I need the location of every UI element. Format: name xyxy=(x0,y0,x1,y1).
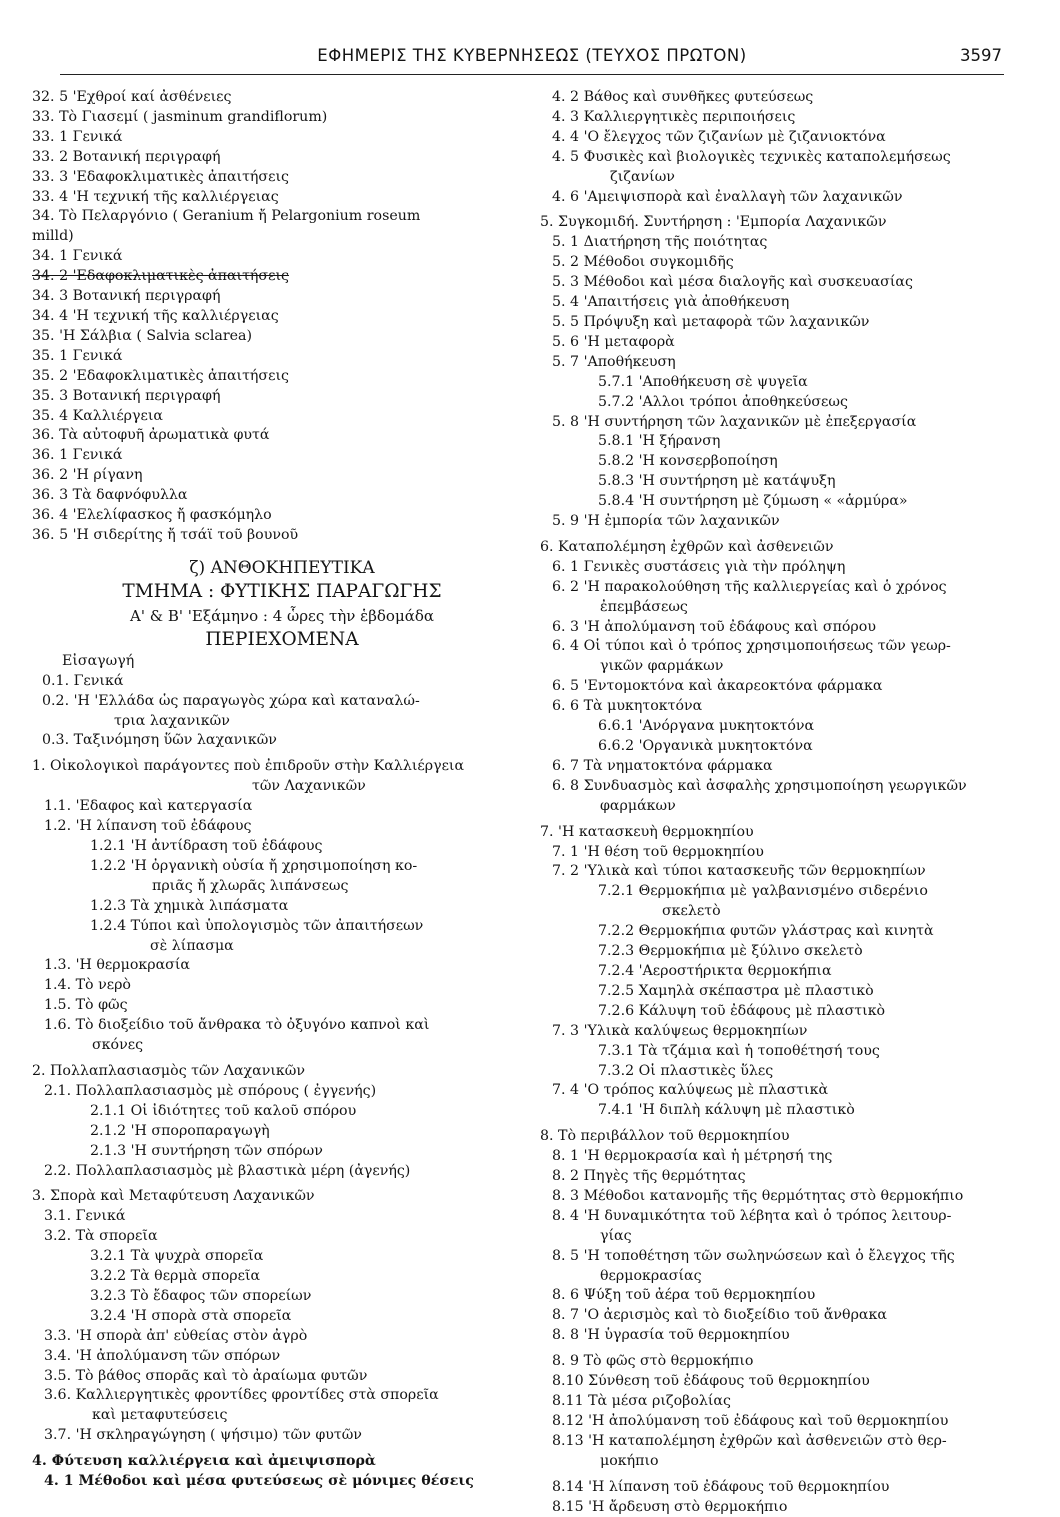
toc-entry: 5. 6 'Η μεταφορὰ xyxy=(552,333,675,350)
toc-entry: 7.2.6 Κάλυψη τοῦ ἐδάφους μὲ πλαστικὸ xyxy=(598,1002,886,1019)
toc-entry: 4. Φύτευση καλλιέργεια καὶ ἀμειψισπορὰ xyxy=(32,1453,376,1470)
toc-entry: 5.7.1 'Αποθήκευση σὲ ψυγεῖα xyxy=(598,373,808,390)
toc-entry: 8.10 Σύνθεση τοῦ ἐδάφους τοῦ θερμοκηπίου xyxy=(552,1373,870,1390)
toc-entry: 35. 1 Γενικά xyxy=(32,347,123,364)
toc-entry: 35. 3 Βοτανική περιγραφή xyxy=(32,387,221,404)
toc-entry: 4. 2 Βάθος καὶ συνθῆκες φυτεύσεως xyxy=(552,89,814,105)
toc-entry: 8.14 'Η λίπανση τοῦ ἐδάφους τοῦ θερμοκηπίου xyxy=(552,1478,890,1495)
toc-entry: 6. 3 'Η ἀπολύμανση τοῦ ἐδάφους καὶ σπόρου xyxy=(552,618,876,635)
toc-entry: 36. 1 Γενικά xyxy=(32,447,123,464)
toc-entry: 1.6. Τὸ διοξείδιο τοῦ ἄνθρακα τὸ ὀξυγόνο καπνοὶ καὶ xyxy=(44,1017,430,1034)
toc-entry: 5. 5 Πρόψυξη καὶ μεταφορὰ τῶν λαχανικῶν xyxy=(552,313,870,330)
toc-entry: 5. 3 Μέθοδοι καὶ μέσα διαλογῆς καὶ συσκευασίας xyxy=(552,274,913,291)
toc-entry: 8. 8 'Η ὑγρασία τοῦ θερμοκηπίου xyxy=(552,1327,790,1344)
toc-entry: 0.3. Ταξινόμηση ὕῶν λαχανικῶν xyxy=(42,732,277,749)
toc-entry: θερμοκρασίας xyxy=(600,1267,702,1284)
right-column xyxy=(540,88,1040,1517)
toc-entry: 34. Τὸ Πελαργόνιο ( Geranium ἤ Pelargonium roseum xyxy=(32,208,421,225)
toc-entry: 2. Πολλαπλασιασμὸς τῶν Λαχανικῶν xyxy=(32,1062,305,1079)
toc-entry: τῶν Λαχανικῶν xyxy=(252,778,366,795)
toc-entry: 5. 7 'Αποθήκευση xyxy=(552,353,676,370)
toc-entry: 4. 1 Μέθοδοι καὶ μέσα φυτεύσεως σὲ μόνιμες θέσεις xyxy=(44,1473,474,1490)
toc-entry: 7.3.2 Οἱ πλαστικὲς ὕλες xyxy=(598,1062,774,1079)
toc-entry: 5.7.2 'Αλλοι τρόποι ἀποθηκεύσεως xyxy=(598,393,848,410)
section-heading: ζ) ΑΝΘΟΚΗΠΕΥΤΙΚΑ xyxy=(189,557,375,578)
toc-entry: 7.2.2 Θερμοκήπια φυτῶν γλάστρας καὶ κινητὰ xyxy=(598,923,934,940)
toc-entry: 3.2.2 Τὰ θερμὰ σπορεῖα xyxy=(90,1268,261,1285)
toc-entry: 36. 4 'Ελελίφασκος ἤ φασκόμηλο xyxy=(32,507,272,524)
toc-entry: 3.2. Τὰ σπορεῖα xyxy=(44,1228,158,1245)
toc-entry: 7. 'Η κατασκευὴ θερμοκηπίου xyxy=(540,823,754,840)
toc-entry: 4. 6 'Αμειψισπορὰ καὶ ἐναλλαγὴ τῶν λαχανικῶν xyxy=(552,188,903,205)
toc-entry: 6. 6 Τὰ μυκητοκτόνα xyxy=(552,698,703,715)
page-header xyxy=(60,40,1004,75)
toc-entry: 3.1. Γενικά xyxy=(44,1208,126,1225)
toc-entry: σκελετὸ xyxy=(662,903,721,920)
toc-entry: 6. 8 Συνδυασμὸς καὶ ἀσφαλὴς χρησιμοποίηση γεωργικῶν xyxy=(552,777,967,794)
toc-entry: 6. 5 'Εντομοκτόνα καὶ ἀκαρεοκτόνα φάρμακα xyxy=(552,678,883,695)
toc-entry: 35. 'Η Σάλβια ( Salvia sclarea) xyxy=(32,327,252,344)
toc-entry: ζιζανίων xyxy=(610,168,675,185)
toc-entry: 6.6.1 'Ανόργανα μυκητοκτόνα xyxy=(598,718,815,735)
toc-entry: 3.2.3 Τὸ ἔδαφος τῶν σπορείων xyxy=(90,1287,312,1304)
toc-entry: 1.4. Τὸ νερὸ xyxy=(44,977,131,994)
toc-entry: 5.8.1 'Η ξήρανση xyxy=(598,433,721,450)
toc-entry: 1.5. Τὸ φῶς xyxy=(44,997,128,1014)
toc-entry: σὲ λίπασμα xyxy=(150,937,234,954)
toc-entry: 33. 2 Βοτανική περιγραφή xyxy=(32,148,221,165)
toc-entry: 7. 2 'Υλικὰ καὶ τύποι κατασκευῆς τῶν θερμοκηπίων xyxy=(552,863,926,880)
toc-entry: τρια λαχανικῶν xyxy=(114,712,230,729)
toc-entry: 6. Καταπολέμηση ἐχθρῶν καὶ ἀσθενειῶν xyxy=(540,538,834,555)
toc-entry: 3.7. 'Η σκληραγώγηση ( ψήσιμο) τῶν φυτῶν xyxy=(44,1427,362,1444)
toc-entry: 3.2.4 'Η σπορὰ στὰ σπορεῖα xyxy=(90,1307,292,1324)
toc-entry: 7. 1 'Η θέση τοῦ θερμοκηπίου xyxy=(552,843,764,860)
section-schedule: Α' & Β' 'Εξάμηνο : 4 ὧρες τὴν ἑβδομάδα xyxy=(130,606,434,625)
toc-entry: 34. 4 'Η τεχνική τῆς καλλιέργειας xyxy=(32,307,279,324)
toc-entry: 1. Οἰκολογικοὶ παράγοντες ποὺ ἐπιδροῦν στὴν Καλλιέργεια xyxy=(32,758,465,775)
toc-entry: 7.2.5 Χαμηλὰ σκέπαστρα μὲ πλαστικὸ xyxy=(598,982,874,999)
toc-entry: 6. 1 Γενικὲς συστάσεις γιὰ τὴν πρόληψη xyxy=(552,558,846,575)
section-department: ΤΜΗΜΑ : ΦΥΤΙΚΗΣ ΠΑΡΑΓΩΓΗΣ xyxy=(122,580,442,602)
toc-entry: 7.3.1 Τὰ τζάμια καὶ ἡ τοποθέτησή τους xyxy=(598,1042,880,1059)
toc-entry: 5. 1 Διατήρηση τῆς ποιότητας xyxy=(552,234,768,251)
toc-entry: 36. 5 'Η σιδερίτης ἤ τσάϊ τοῦ βουνοῦ xyxy=(32,526,299,543)
toc-entry: 7.2.1 Θερμοκήπια μὲ γαλβανισμένο σιδερένιο xyxy=(598,883,928,900)
toc-entry: 4. 3 Καλλιεργητικὲς περιποιήσεις xyxy=(552,108,796,125)
toc-entry: 2.1. Πολλαπλασιασμὸς μὲ σπόρους ( ἐγγενής) xyxy=(44,1082,377,1099)
toc-entry: 6. 7 Τὰ νηματοκτόνα φάρμακα xyxy=(552,757,773,774)
toc-entry: 7. 3 'Υλικὰ καλύψεως θερμοκηπίων xyxy=(552,1022,808,1039)
toc-entry: 4. 4 'Ο ἔλεγχος τῶν ζιζανίων μὲ ζιζανιοκτόνα xyxy=(552,128,886,145)
toc-entry: 3. Σπορὰ καὶ Μεταφύτευση Λαχανικῶν xyxy=(32,1188,315,1205)
toc-entry: 5.8.2 'Η κονσερβοποίηση xyxy=(598,453,778,470)
toc-entry: 8. 1 'Η θερμοκρασία καὶ ἡ μέτρησή της xyxy=(552,1148,833,1165)
toc-entry: 8. 4 'Η δυναμικότητα τοῦ λέβητα καὶ ὁ τρόπος λειτουρ- xyxy=(552,1207,952,1224)
toc-entry: 3.4. 'Η ἀπολύμανση τῶν σπόρων xyxy=(44,1347,281,1364)
toc-entry: 4. 5 Φυσικὲς καὶ βιολογικὲς τεχνικὲς καταπολεμήσεως xyxy=(552,148,951,165)
toc-entry: 2.1.3 'Η συντήρηση τῶν σπόρων xyxy=(90,1142,323,1159)
toc-entry: 33. 3 'Εδαφοκλιματικὲς ἀπαιτήσεις xyxy=(32,168,289,185)
toc-entry: 5. 2 Μέθοδοι συγκομιδῆς xyxy=(552,254,734,271)
toc-entry: 8. 2 Πηγὲς τῆς θερμότητας xyxy=(552,1168,746,1185)
left-column xyxy=(32,88,532,1492)
toc-entry: 7.4.1 'Η διπλὴ κάλυψη μὲ πλαστικὸ xyxy=(598,1102,855,1119)
toc-entry: 8.12 'Η ἀπολύμανση τοῦ ἐδάφους καὶ τοῦ θερμοκηπίου xyxy=(552,1412,949,1429)
toc-entry: 3.2.1 Τὰ ψυχρὰ σπορεῖα xyxy=(90,1248,264,1265)
toc-entry: πριᾶς ἤ χλωρᾶς λιπάνσεως xyxy=(152,877,349,894)
toc-entry: 5. 4 'Απαιτήσεις γιὰ ἀποθήκευση xyxy=(552,294,790,311)
toc-entry: 34. 2 'Εδαφοκλιματικὲς ἀπαιτήσεις xyxy=(32,268,289,285)
toc-entry: γικῶν φαρμάκων xyxy=(600,658,724,675)
toc-entry: 5.8.4 'Η συντήρηση μὲ ζύμωση « «ἁρμύρα» xyxy=(598,493,908,510)
toc-entry: καὶ μεταφυτεύσεις xyxy=(92,1407,228,1424)
toc-entry: 35. 2 'Εδαφοκλιματικὲς ἀπαιτήσεις xyxy=(32,367,289,384)
toc-entry: Εἰσαγωγή xyxy=(62,652,135,669)
toc-entry: 33. Τὸ Γιασεμί ( jasminum grandiflorum) xyxy=(32,108,328,125)
toc-entry: 5. 8 'Η συντήρηση τῶν λαχανικῶν μὲ ἐπεξεργασία xyxy=(552,413,917,430)
toc-entry: σκόνες xyxy=(92,1037,144,1054)
toc-entry: 33. 1 Γενικά xyxy=(32,128,123,145)
toc-entry: 7.2.3 Θερμοκήπια μὲ ξύλινο σκελετὸ xyxy=(598,943,863,960)
toc-entry: 0.1. Γενικά xyxy=(42,672,124,689)
toc-entry: 36. Τὰ αὐτοφυῆ ἀρωματικὰ φυτά xyxy=(32,427,270,444)
toc-entry: 1.2.1 'Η ἀντίδραση τοῦ ἐδάφους xyxy=(90,838,323,854)
toc-entry: μοκήπιο xyxy=(600,1452,659,1469)
toc-entry: 2.2. Πολλαπλασιασμὸς μὲ βλαστικὰ μέρη (ἀγενής) xyxy=(44,1162,411,1179)
toc-entry: 1.1. 'Εδαφος καὶ κατεργασία xyxy=(44,798,253,815)
toc-entry: 5.8.3 'Η συντήρηση μὲ κατάψυξη xyxy=(598,473,836,490)
toc-entry: 36. 2 'Η ρίγανη xyxy=(32,467,143,484)
toc-entry: 8. 7 'Ο ἀερισμὸς καὶ τὸ διοξείδιο τοῦ ἄνθρακα xyxy=(552,1307,887,1324)
toc-entry: 0.2. 'Η 'Ελλάδα ὡς παραγωγὸς χώρα καὶ καταναλώ- xyxy=(42,692,420,709)
toc-entry: 1.2. 'Η λίπανση τοῦ ἐδάφους xyxy=(44,818,252,835)
toc-entry: 8. 6 Ψύξη τοῦ ἀέρα τοῦ θερμοκηπίου xyxy=(552,1287,816,1304)
toc-entry: γίας xyxy=(600,1227,632,1244)
toc-entry: 33. 4 'Η τεχνική τῆς καλλιέργειας xyxy=(32,188,279,205)
toc-entry: 6. 4 Οἱ τύποι καὶ ὁ τρόπος χρησιμοποιήσεως τῶν γεωρ- xyxy=(552,638,951,655)
toc-entry: 8. Τὸ περιβάλλον τοῦ θερμοκηπίου xyxy=(540,1128,790,1145)
toc-entry: 5. 9 'Η ἐμπορία τῶν λαχανικῶν xyxy=(552,513,780,530)
toc-entry: 1.2.4 Τύποι καὶ ὑπολογισμὸς τῶν ἀπαιτήσεων xyxy=(90,917,424,934)
toc-entry: 6.6.2 'Οργανικὰ μυκητοκτόνα xyxy=(598,738,813,754)
toc-entry: 1.2.2 'Η ὀργανικὴ οὐσία ἤ χρησιμοποίηση κο- xyxy=(90,857,418,874)
toc-entry: 34. 1 Γενικά xyxy=(32,248,123,265)
toc-entry: 3.5. Τὸ βάθος σπορᾶς καὶ τὸ ἀραίωμα φυτῶν xyxy=(44,1367,368,1384)
toc-entry: 8. 9 Τὸ φῶς στὸ θερμοκήπιο xyxy=(552,1353,754,1370)
gazette-title: ΕΦΗΜΕΡΙΣ ΤΗΣ ΚΥΒΕΡΝΗΣΕΩΣ (ΤΕΥΧΟΣ ΠΡΩΤΟΝ) xyxy=(317,46,747,65)
toc-entry: 1.2.3 Τὰ χημικὰ λιπάσματα xyxy=(90,897,289,914)
toc-entry: 5. Συγκομιδή. Συντήρηση : 'Εμπορία Λαχανικῶν xyxy=(540,214,887,231)
toc-entry: 8.11 Τὰ μέσα ριζοβολίας xyxy=(552,1393,731,1409)
toc-entry: 2.1.1 Οἱ ἰδιότητες τοῦ καλοῦ σπόρου xyxy=(90,1102,357,1119)
toc-entry: 7. 4 'Ο τρόπος καλύψεως μὲ πλαστικὰ xyxy=(552,1082,829,1099)
toc-entry: 8. 3 Μέθοδοι κατανομῆς τῆς θερμότητας στὸ θερμοκήπιο xyxy=(552,1187,964,1204)
toc-entry: φαρμάκων xyxy=(600,797,676,814)
toc-entry: 8. 5 'Η τοποθέτηση τῶν σωληνώσεων καὶ ὁ ἔλεγχος τῆς xyxy=(552,1247,955,1264)
toc-entry: 32. 5 'Εχθροί καί ἀσθένειες xyxy=(32,89,232,105)
toc-entry: 6. 2 'Η παρακολούθηση τῆς καλλιεργείας καὶ ὁ χρόνος xyxy=(552,578,947,595)
page-number: 3597 xyxy=(960,46,1002,65)
toc-entry: 3.3. 'Η σπορὰ ἀπ' εὐθείας στὸν ἀγρὸ xyxy=(44,1327,308,1344)
toc-entry: 8.15 'Η ἄρδευση στὸ θερμοκήπιο xyxy=(552,1498,788,1515)
contents-heading: ΠΕΡΙΕΧΟΜΕΝΑ xyxy=(205,628,359,650)
toc-entry: milld) xyxy=(32,228,74,245)
toc-entry: 1.3. 'Η θερμοκρασία xyxy=(44,957,190,974)
toc-entry: 8.13 'Η καταπολέμηση ἐχθρῶν καὶ ἀσθενειῶν στὸ θερ- xyxy=(552,1432,947,1449)
toc-entry: 36. 3 Τὰ δαφνόφυλλα xyxy=(32,487,188,504)
toc-entry: ἐπεμβάσεως xyxy=(600,598,688,615)
toc-entry: 35. 4 Καλλιέργεια xyxy=(32,407,163,424)
toc-entry: 3.6. Καλλιεργητικὲς φροντίδες φροντίδες στὰ σπορεῖα xyxy=(44,1387,439,1404)
toc-entry: 34. 3 Βοτανική περιγραφή xyxy=(32,288,221,305)
toc-entry: 2.1.2 'Η σποροπαραγωγὴ xyxy=(90,1122,270,1139)
toc-entry: 7.2.4 'Αεροστήρικτα θερμοκήπια xyxy=(598,962,832,979)
